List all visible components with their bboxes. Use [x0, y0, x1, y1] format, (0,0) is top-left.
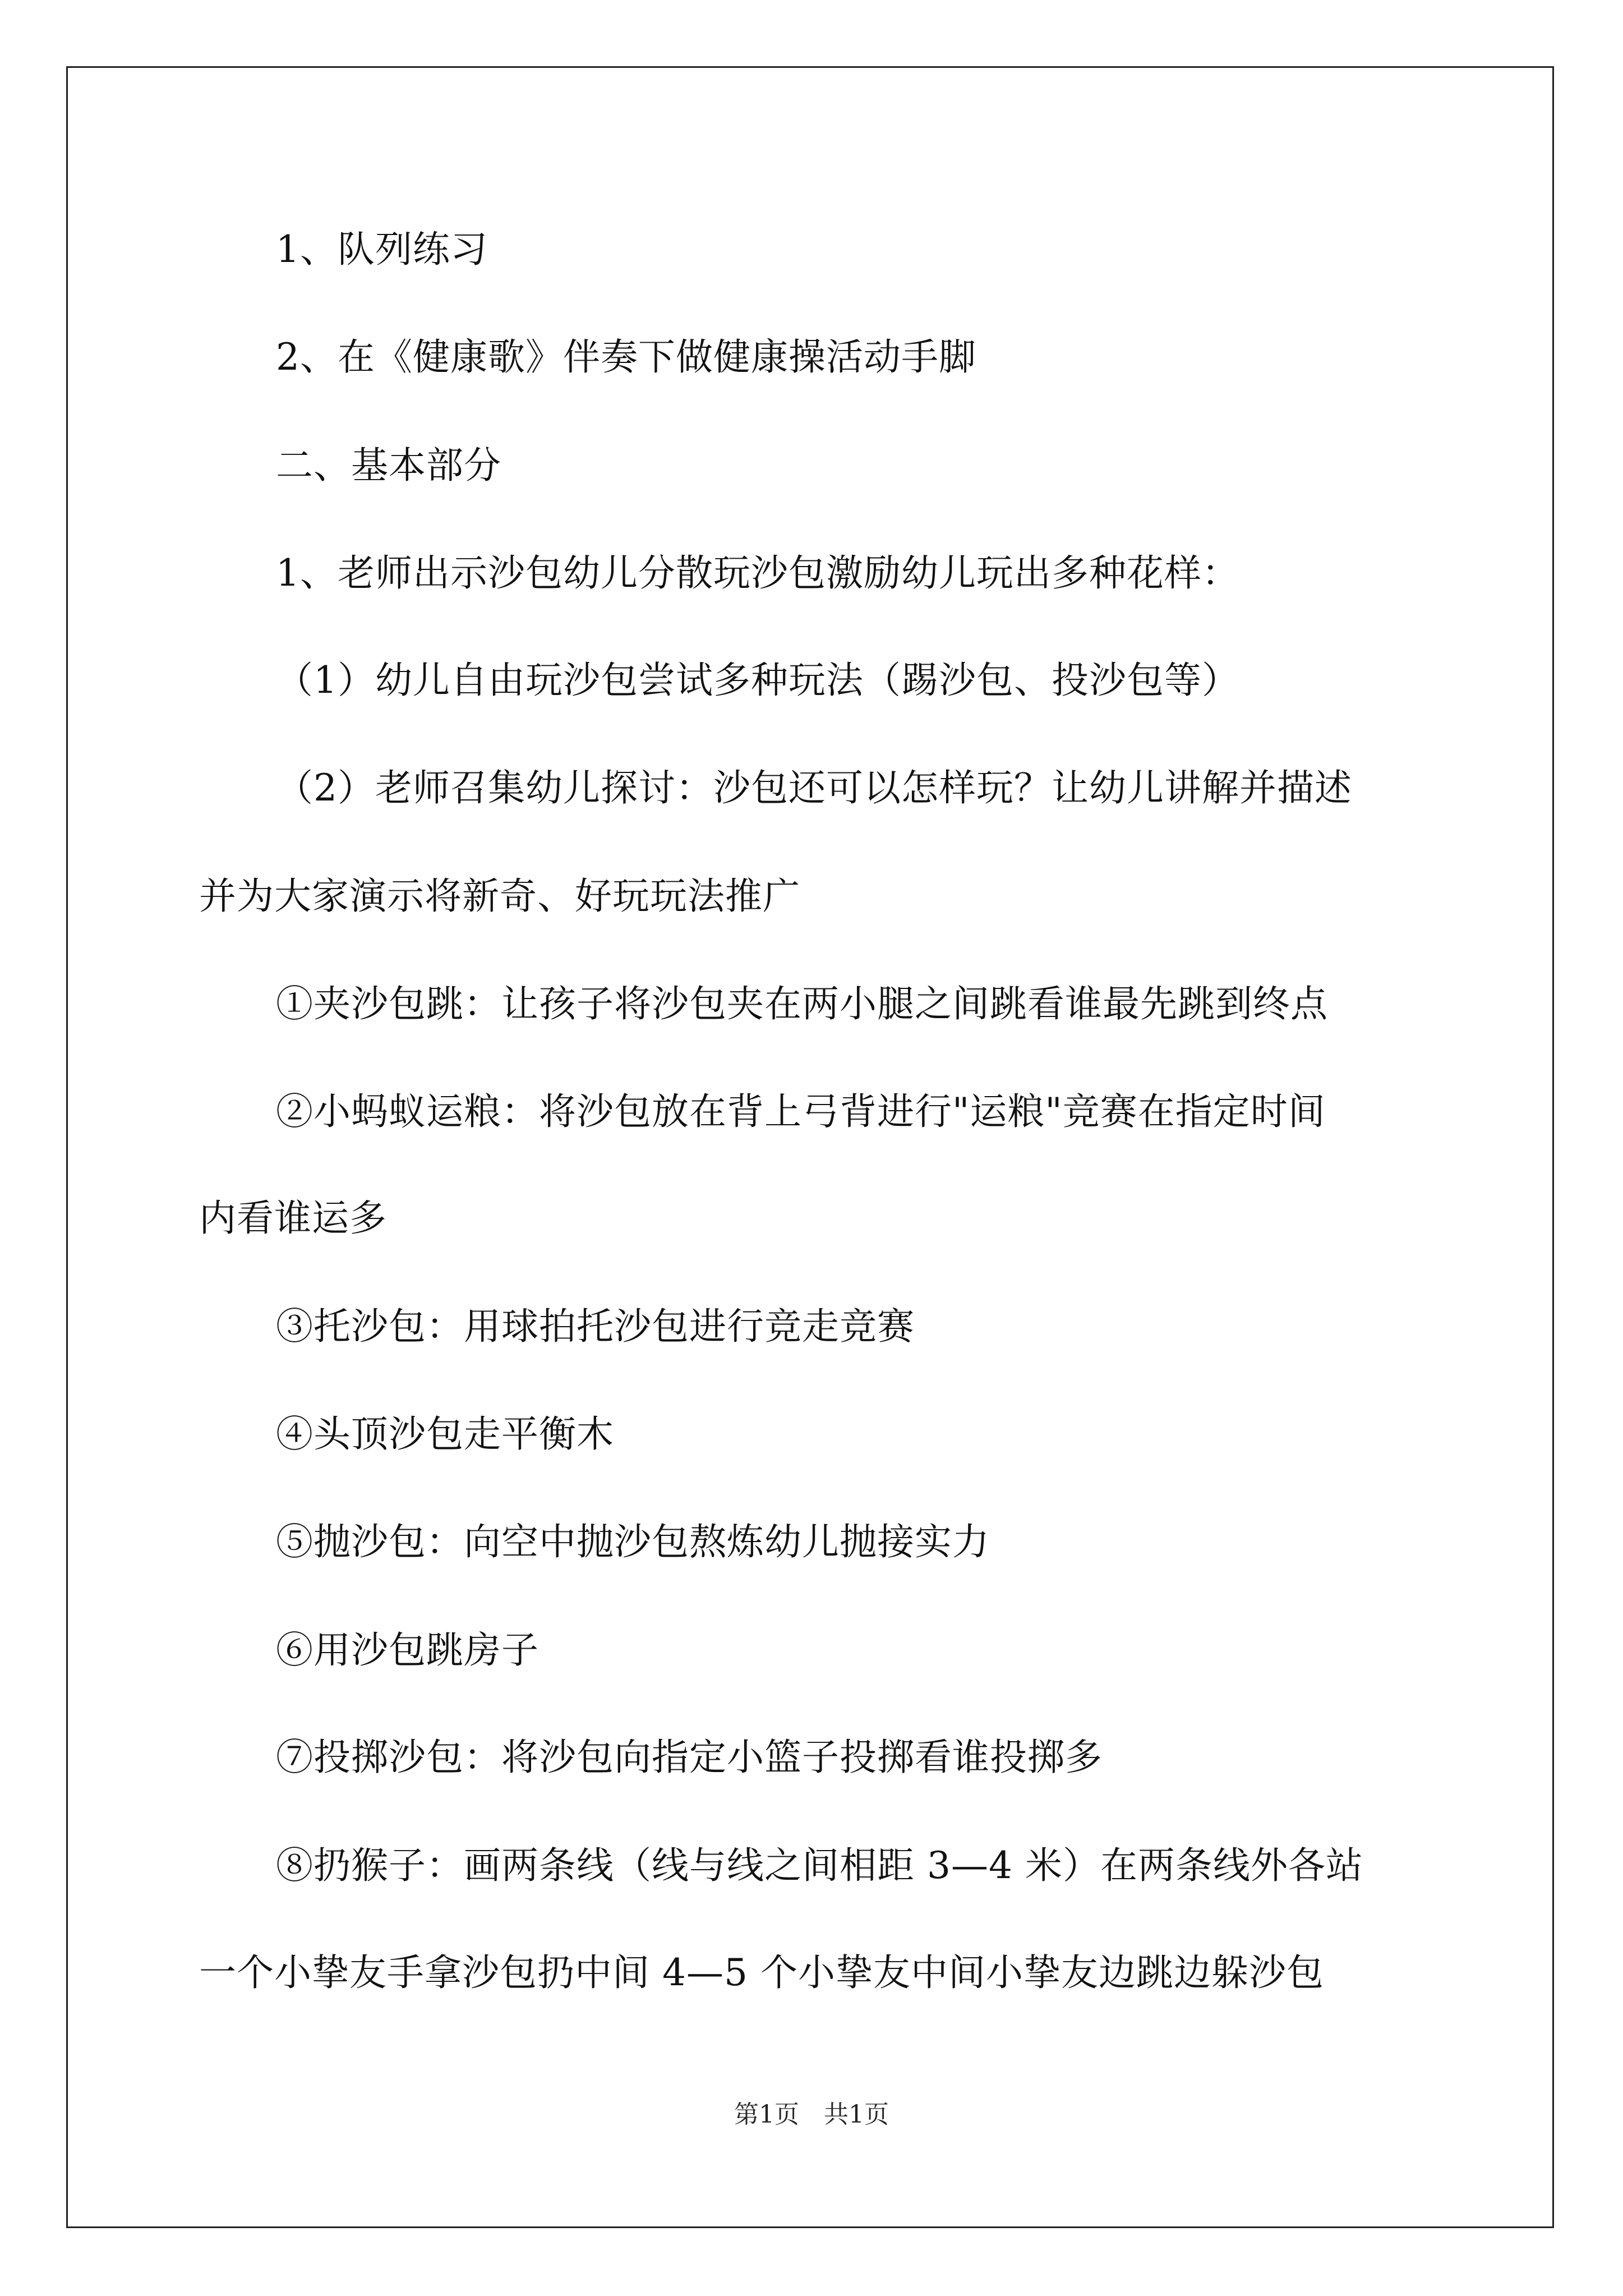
text-line-7: 并为大家演示将新奇、好玩玩法推广	[199, 875, 800, 918]
text-line-6: （2）老师召集幼儿探讨：沙包还可以怎样玩？让幼儿讲解并描述	[276, 766, 1352, 809]
text-line-1: 1、队列练习	[276, 228, 488, 271]
text-line-15: ⑦投掷沙包：将沙包向指定小篮子投掷看谁投掷多	[276, 1736, 1103, 1779]
text-line-8: ①夹沙包跳：让孩子将沙包夹在两小腿之间跳看谁最先跳到终点	[276, 982, 1328, 1025]
section-heading: 二、基本部分	[276, 444, 501, 487]
text-line-9: ②小蚂蚁运粮：将沙包放在背上弓背进行"运粮"竞赛在指定时间	[276, 1090, 1326, 1133]
text-line-2: 2、在《健康歌》伴奏下做健康操活动手脚	[276, 335, 976, 379]
text-line-10: 内看谁运多	[199, 1197, 387, 1240]
text-line-11: ③托沙包：用球拍托沙包进行竞走竞赛	[276, 1305, 915, 1348]
text-line-5: （1）幼儿自由玩沙包尝试多种玩法（踢沙包、投沙包等）	[276, 659, 1239, 702]
page-footer: 第1页 共1页	[734, 2100, 889, 2129]
text-line-14: ⑥用沙包跳房子	[276, 1628, 539, 1672]
text-line-4: 1、老师出示沙包幼儿分散玩沙包激励幼儿玩出多种花样：	[276, 551, 1239, 595]
text-line-12: ④头顶沙包走平衡木	[276, 1412, 614, 1456]
text-line-13: ⑤抛沙包：向空中抛沙包熬炼幼儿抛接实力	[276, 1520, 990, 1563]
text-line-17: 一个小挚友手拿沙包扔中间 4—5 个小挚友中间小挚友边跳边躲沙包	[199, 1951, 1324, 1994]
text-line-16: ⑧扔猴子：画两条线（线与线之间相距 3—4 米）在两条线外各站	[276, 1844, 1363, 1887]
page-border	[66, 66, 1554, 2228]
